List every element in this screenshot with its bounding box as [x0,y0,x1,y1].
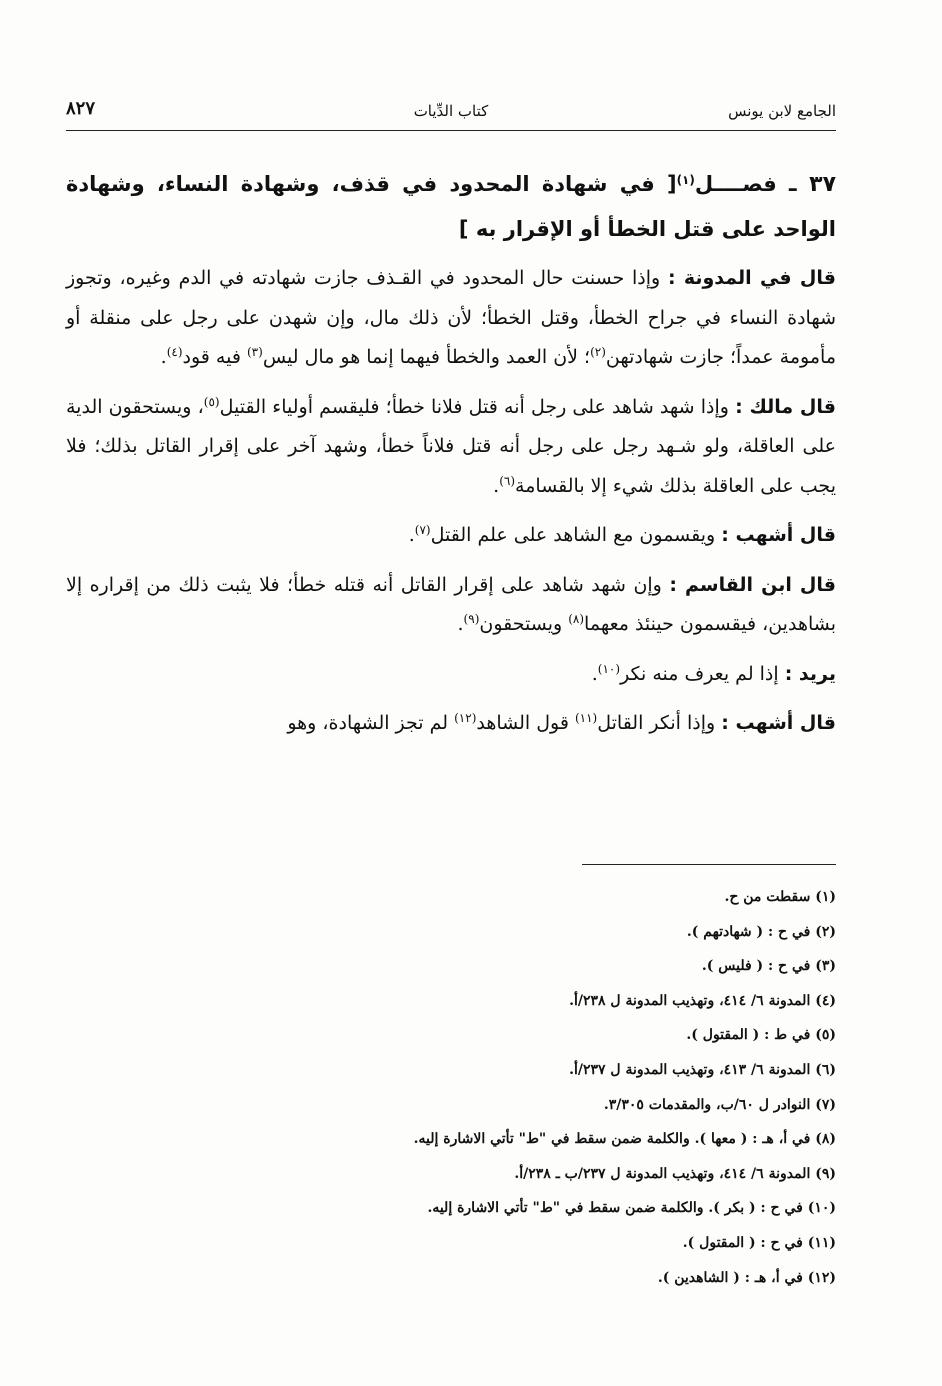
paragraph-text: وإذا حسنت حال المحدود في القـذف جازت شهادته في الدم وغيره، وتجوز شهادة النساء في جراح الخطأ، وقتل الخطأ؛ لأن ذلك مال، وإن شهدن على رجل على منقلة أو مأمومة عمداً؛ جازت شهادتهن [66,267,836,368]
paragraph-text: ، ويستحقون الدية على العاقلة، ولو شـهد رجل على رجل أنه قتل فلاناً خطأ، وشهد آخر على إقرار القاتل بذلك؛ فلا يجب على العاقلة بذلك شيء إلا بالقسامة [66,395,836,497]
paragraph-text: . [408,524,415,546]
paragraph [66,388,836,507]
section-title-text: [ في شهادة المحدود في قذف، وشهادة النساء، وشهادة الواحد على قتل الخطأ أو الإقرار به ] [66,172,836,241]
page-number: ٨٢٧ [66,98,96,119]
paragraph-text: . [591,662,598,685]
footnote-item: (٩) المدونة ٦/ ٤١٤، وتهذيب المدونة ل ٢٣٧/ب ـ ٢٣٨/أ. [514,1165,836,1182]
paragraph-text: فيه قود [182,346,247,368]
running-header [66,100,836,131]
paragraph [66,259,836,378]
paragraph-text: ويستحقون [479,613,569,635]
book-title: الجامع لابن يونس [728,102,836,120]
paragraph-text: إذا لم يعرف منه نكر [620,662,785,685]
paragraph [66,704,836,744]
paragraph-text: وإن شهد شاهد على إقرار القاتل أنه قتله خطأ؛ فلا يثبت ذلك من إقراره إلا بشاهدين، فيقسمون حينئذ معهما [66,573,836,635]
footnote-ref: (٨) [568,612,585,626]
paragraph-list [66,259,836,744]
section-heading [66,162,836,251]
section-number: ٣٧ ـ [789,172,837,197]
section-label: فصــــل [694,172,777,196]
paragraph-text: وإذا أنكر القاتل [597,712,722,734]
footnote-ref: (٤) [166,345,183,359]
paragraph-text: . [493,474,500,497]
speaker-label: قال ابن القاسم : [669,573,836,596]
footnote-item: (٦) المدونة ٦/ ٤١٣، وتهذيب المدونة ل ٢٣٧/أ. [569,1061,836,1078]
speaker-label: قال أشهب : [721,712,836,734]
footnote-item: (١٢) في أ، هـ : ( الشاهدين ). [657,1269,836,1286]
footnote-item: (٢) في ح : ( شهادتهم ). [686,923,836,940]
footnote-ref: (١٢) [454,711,477,725]
footnote-divider [582,864,836,865]
footnote-item: (٧) النوادر ل ٦٠/ب، والمقدمات ٣/٣٠٥. [603,1096,836,1113]
footnote-item: (٤) المدونة ٦/ ٤١٤، وتهذيب المدونة ل ٢٣٨/أ. [569,992,836,1009]
footnote-ref: (٢) [590,345,606,359]
paragraph [66,566,836,645]
paragraph [66,655,836,695]
chapter-title: كتاب الدِّيات [413,102,489,120]
footnote-ref: (٧) [414,523,431,537]
footnote-list [196,880,836,1295]
footnote-ref: (١٠) [597,661,621,676]
footnote-ref: (١) [676,173,695,187]
paragraph-text: وإذا شهد شاهد على رجل أنه قتل فلانا خطأ؛ فليقسم أولياء القتيل [219,395,736,418]
speaker-label: قال مالك : [735,395,836,418]
paragraph-text: ويقسمون مع الشاهد على علم القتل [430,524,722,546]
footnote-ref: (٩) [463,612,480,626]
paragraph-text: لم تجز الشهادة، وهو [287,712,455,734]
footnote-item: (١١) في ح : ( المقتول ). [682,1234,836,1251]
paragraph-text: . [457,613,464,635]
footnote-ref: (٣) [246,345,263,359]
speaker-label: قال في المدونة : [667,267,836,289]
footnote-item: (٨) في أ، هـ : ( معها ). والكلمة ضمن سقط في "ط" تأتي الاشارة إليه. [413,1131,836,1148]
paragraph-text: . [160,346,167,368]
footnote-item: (٥) في ط : ( المقتول ). [686,1027,836,1044]
speaker-label: قال أشهب : [721,524,836,546]
footnote-item: (١) سقطت من ح. [724,889,836,905]
main-text [66,162,836,754]
footnote-ref: (٦) [499,473,516,488]
paragraph-text: قول الشاهد [476,712,575,734]
footnote-ref: (١١) [574,711,598,725]
footnote-item: (٣) في ح : ( فليس ). [701,958,836,975]
paragraph-text: ؛ لأن العمد والخطأ فيهما إنما هو مال ليس [262,346,591,368]
speaker-label: يريد : [784,662,836,685]
paragraph [66,516,836,556]
footnote-item: (١٠) في ح : ( بكر ). والكلمة ضمن سقط في "ط" تأتي الاشارة إليه. [427,1200,836,1217]
footnote-ref: (٥) [203,394,220,409]
